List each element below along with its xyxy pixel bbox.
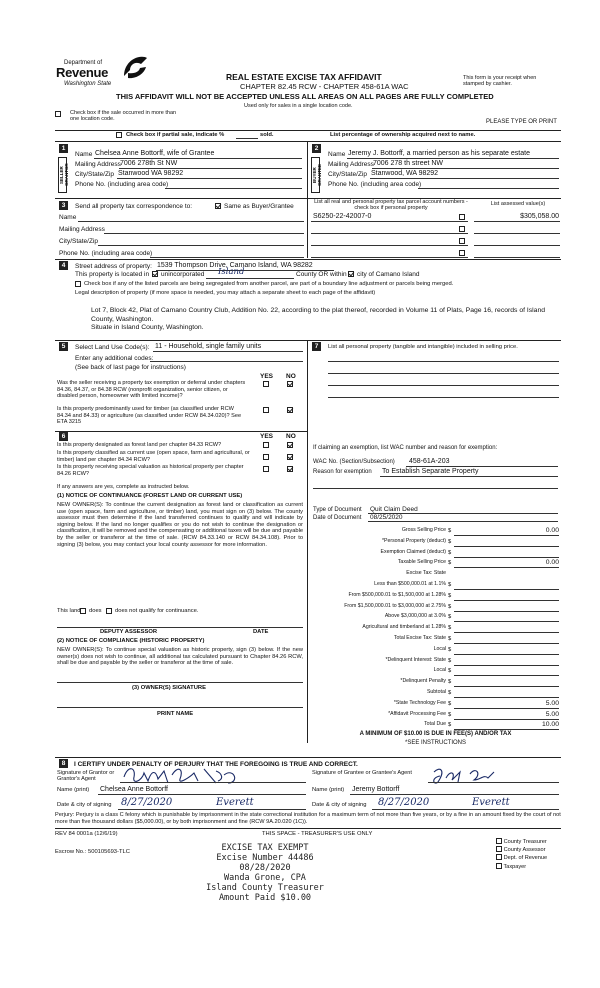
calc-line — [454, 567, 559, 568]
owner-signature-label: (3) OWNER(S) SIGNATURE — [132, 685, 206, 691]
exemption-reason[interactable]: To Establish Separate Property — [382, 468, 479, 475]
land-use-code[interactable]: 11 - Household, single family units — [155, 343, 262, 350]
calc-label: Agricultural and timberland at 1.28% — [362, 624, 446, 630]
county-name[interactable]: Island — [218, 267, 245, 277]
revenue-label: Revenue — [56, 65, 109, 80]
calc-label: Local — [433, 667, 446, 673]
calc-currency: $ — [448, 722, 452, 728]
calc-line — [454, 589, 559, 590]
buyer-mail[interactable]: 7006 278 th street NW — [373, 160, 444, 167]
parcel-4-checkbox[interactable] — [459, 250, 465, 256]
s6-q1-no[interactable] — [287, 442, 293, 448]
calc-currency: $ — [448, 560, 452, 566]
grantor-name-label: Name (print) — [57, 787, 90, 793]
corr-phone-label: Phone No. (including area code) — [59, 250, 153, 257]
calc-line — [454, 665, 559, 666]
parcel-3-checkbox[interactable] — [459, 238, 465, 244]
doc-date-label: Date of Document — [313, 515, 362, 521]
section-2-badge: 2 — [312, 144, 321, 153]
calc-currency: $ — [448, 712, 452, 718]
calc-line — [454, 654, 559, 655]
section-5-badge: 5 — [59, 342, 68, 351]
location-label: This property is located in — [75, 271, 150, 278]
calc-label: Total Due — [424, 721, 446, 727]
stamp-line-1: EXCISE TAX EXEMPT — [221, 843, 309, 853]
stamp-line-3: 08/28/2020 — [239, 863, 291, 873]
calc-currency: $ — [448, 528, 452, 534]
parcel-2-checkbox[interactable] — [459, 226, 465, 232]
calc-line — [454, 557, 559, 558]
calc-currency: $ — [448, 614, 452, 620]
calc-line — [454, 686, 559, 687]
form-title: REAL ESTATE EXCISE TAX AFFIDAVIT — [226, 72, 382, 82]
calc-currency: $ — [448, 647, 452, 653]
calc-currency: $ — [448, 582, 452, 588]
calc-label: *Affidavit Processing Fee — [388, 711, 446, 717]
calc-value[interactable]: 5.00 — [545, 711, 559, 718]
reason-label: Reason for exemption — [313, 469, 372, 475]
treasurer-use-label: THIS SPACE - TREASURER'S USE ONLY — [262, 831, 373, 837]
calc-label: *Personal Property (deduct) — [381, 538, 446, 544]
calc-line — [454, 708, 559, 709]
grantor-city[interactable]: Everett — [216, 797, 254, 808]
calc-currency: $ — [448, 625, 452, 631]
s6-question-2: Is this property classified as current use (open space, farm and agricultural, or timber) land per chapter 84.34 RCW? — [57, 450, 250, 463]
s6-question-3: Is this property receiving special valuation as historical property per chapter 84.26 RCW? — [57, 464, 244, 477]
buyer-city[interactable]: Stanwood, WA 98292 — [371, 170, 439, 177]
calc-line — [454, 697, 559, 698]
calc-line — [454, 611, 559, 612]
doc-date[interactable]: 08/25/2020 — [370, 514, 403, 521]
completion-warning: THIS AFFIDAVIT WILL NOT BE ACCEPTED UNLESS ALL AREAS ON ALL PAGES ARE FULLY COMPLETED — [116, 92, 494, 101]
minimum-due-note: A MINIMUM OF $10.00 IS DUE IN FEE(S) AND/OR TAX — [359, 731, 512, 737]
calc-label: *Delinquent Interest: State — [385, 657, 446, 663]
grantee-city[interactable]: Everett — [472, 797, 510, 808]
unincorporated-checkbox[interactable] — [152, 271, 158, 278]
assessed-header: List assessed value(s) — [490, 201, 546, 207]
s6-q2-no[interactable] — [287, 454, 293, 460]
does-qualify-checkbox[interactable] — [80, 608, 86, 614]
wac-label: WAC No. (Section/Subsection) — [313, 459, 395, 465]
calc-currency: $ — [448, 593, 452, 599]
calc-label: Above $3,000,000 at 3.0% — [384, 613, 446, 619]
grantor-date[interactable]: 8/27/2020 — [121, 797, 173, 808]
unincorporated-label: unincorporated — [161, 271, 205, 278]
section-1-badge: 1 — [59, 144, 68, 153]
calc-label: Taxable Selling Price — [397, 559, 446, 565]
s6-no-header: NO — [286, 433, 296, 440]
see-instructions: *SEE INSTRUCTIONS — [404, 740, 466, 746]
escrow-number[interactable]: 500105693-TLC — [88, 849, 130, 855]
copy-distribution — [496, 838, 547, 871]
calc-value[interactable]: 0.00 — [545, 559, 559, 566]
ownership-note: List percentage of ownership acquired next to name. — [330, 132, 476, 138]
calc-currency: $ — [448, 550, 452, 556]
partial-sold-label: sold. — [260, 132, 274, 138]
single-location-note: Used only for sales in a single location code. — [244, 103, 353, 109]
stamp-line-6: Amount Paid $10.00 — [218, 893, 312, 903]
county-or-label: County OR within — [296, 271, 347, 278]
street-label: Street address of property: — [75, 263, 152, 270]
calc-label: *Delinquent Penalty — [400, 678, 446, 684]
if-any-yes-note: If any answers are yes, complete as instructed below. — [57, 484, 190, 490]
multi-location-checkbox[interactable] — [55, 111, 61, 118]
section-7-badge: 7 — [312, 342, 321, 351]
grantor-signature[interactable] — [120, 763, 270, 787]
notice-compliance-heading: (2) NOTICE OF COMPLIANCE (HISTORIC PROPERTY) — [57, 638, 205, 644]
city-label: city of Camano Island — [357, 271, 420, 278]
doc-type[interactable]: Quit Claim Deed — [370, 506, 418, 513]
calc-line — [454, 675, 559, 676]
qualify-label: This land — [57, 608, 81, 614]
calc-label: From $500,000.01 to $1,500,000 at 1.28% — [348, 592, 446, 598]
dor-logo-icon — [120, 52, 150, 80]
certification-text: I CERTIFY UNDER PENALTY OF PERJURY THAT THE FOREGOING IS TRUE AND CORRECT. — [74, 761, 358, 768]
seller-side-label: SELLER GRANTOR — [58, 157, 67, 193]
seller-name-label: Name — [75, 151, 93, 158]
calc-currency: $ — [448, 658, 452, 664]
calc-label: Excise Tax: State — [406, 570, 446, 576]
see-instructions-note: (See back of last page for instructions) — [75, 364, 186, 371]
receipt-note: This form is your receipt when stamped by cashier. — [463, 75, 537, 88]
assessed-value[interactable]: $305,058.00 — [520, 213, 559, 220]
parcel-personal-checkbox[interactable] — [459, 214, 465, 220]
buyer-name-label: Name — [328, 151, 346, 158]
s6-q1-yes[interactable] — [263, 442, 269, 448]
notice-continuance-heading: (1) NOTICE OF CONTINUANCE (FOREST LAND OR CURRENT USE) — [57, 493, 243, 499]
s6-q2-yes[interactable] — [263, 454, 269, 460]
calc-value[interactable]: 5.00 — [545, 700, 559, 707]
copy-taxpayer: Taxpayer — [503, 863, 527, 870]
parcel-header: List all real and personal property tax parcel account numbers - check box if personal property — [314, 199, 468, 212]
buyer-phone-label: Phone No. (including area code) — [328, 181, 422, 188]
calc-line — [454, 535, 559, 536]
s5-q1-no[interactable] — [287, 381, 293, 387]
s6-yes-header: YES — [260, 433, 274, 440]
calc-label: Subtotal — [426, 689, 446, 695]
segregation-label: Check box if any of the listed parcels are being segregated from another parcel, are part of a boundary line adjustment or parcels being merged. — [84, 281, 454, 287]
partial-sale-label: Check box if partial sale, indicate % — [126, 132, 225, 138]
section-4-badge: 4 — [59, 261, 68, 270]
s6-question-1: Is this property designated as forest land per chapter 84.33 RCW? — [57, 442, 222, 448]
corr-name-label: Name — [59, 214, 77, 221]
calc-label: Local — [433, 646, 446, 652]
calc-label: *State Technology Fee — [393, 700, 446, 706]
perjury-notice: Perjury: Perjury is a class C felony which is punishable by imprisonment in the state correctional institution for a maximum term of not more than five years, or by a fine in an amount fixed by the court of not more than five thousand dollars ($5,000.00), or by both imprisonment and fine (RCW 9A.20.020 (1C)). — [55, 812, 561, 825]
s5-question-1: Was the seller receiving a property tax exemption or deferral under chapters 84.36, 84.37, or 84.38 RCW (nonprofit organization, senior citizen, or disabled person, homeowner with limited income)? — [57, 380, 246, 400]
copy-assessor: County Assessor — [503, 847, 546, 854]
calc-currency: $ — [448, 679, 452, 685]
parcel-number[interactable]: S6250-22-42007-0 — [313, 213, 372, 220]
s5-q2-yes[interactable] — [263, 407, 269, 413]
print-name-label: PRINT NAME — [157, 711, 194, 717]
s5-no-header: NO — [286, 373, 296, 380]
grantee-date-label: Date & city of signing — [312, 802, 367, 808]
correspondence-label: Send all property tax correspondence to: — [75, 203, 193, 210]
corr-city-label: City/State/Zip — [59, 238, 99, 245]
same-as-buyer-label: Same as Buyer/Grantee — [224, 203, 294, 210]
corr-mail-label: Mailing Address — [59, 226, 105, 233]
buyer-city-label: City/State/Zip — [328, 171, 368, 178]
escrow-label: Escrow No.: — [55, 849, 87, 855]
s6-q3-yes[interactable] — [263, 466, 269, 472]
doc-type-label: Type of Document — [313, 507, 362, 513]
calc-currency: $ — [448, 701, 452, 707]
calc-line — [454, 546, 559, 547]
personal-property-label: List all personal property (tangible and intangible) included in selling price. — [328, 344, 518, 350]
does-not-qualify-checkbox[interactable] — [106, 608, 112, 614]
legal-label: Legal description of property (if more space is needed, you may attach a separate sheet to each page of the affidavit) — [75, 290, 376, 296]
s5-q2-no[interactable] — [287, 407, 293, 413]
stamp-line-4: Wanda Grone, CPA — [224, 873, 306, 883]
s6-q3-no[interactable] — [287, 466, 293, 472]
grantor-date-label: Date & city of signing — [57, 802, 112, 808]
city-checkbox[interactable] — [348, 271, 354, 278]
stamp-line-2: Excise Number 44486 — [216, 853, 314, 863]
land-use-label: Select Land Use Code(s): — [75, 344, 150, 351]
calc-currency: $ — [448, 690, 452, 696]
seller-city-label: City/State/Zip — [75, 171, 115, 178]
calc-label: From $1,500,000.01 to $3,000,000 at 2.75% — [344, 603, 446, 609]
seller-name[interactable]: Chelsea Anne Bottorff, wife of Grantee — [95, 150, 215, 157]
buyer-side-label: BUYER GRANTEE — [311, 157, 320, 193]
notice-compliance-text: NEW OWNER(S): To continue special valuation as historic property, sign (3) below. If the new owner(s) does not wish to continue, all additional tax calculated pursuant to Chapter 84.26 RCW, shall be due and payable by the seller or transferor at the time of sale. — [57, 647, 303, 667]
seller-phone-label: Phone No. (including area code) — [75, 181, 169, 188]
calc-value[interactable]: 0.00 — [545, 527, 559, 534]
calc-currency: $ — [448, 539, 452, 545]
partial-sale-checkbox[interactable] — [116, 132, 122, 139]
grantee-name[interactable]: Jeremy Bottorff — [352, 786, 400, 793]
calc-line — [454, 621, 559, 622]
grantee-date[interactable]: 8/27/2020 — [378, 797, 430, 808]
street-address[interactable]: 1539 Thompson Drive, Camano Island, WA 98282 — [157, 262, 313, 269]
calc-line — [454, 600, 559, 601]
grantee-signature-label: Signature of Grantee or Grantee's Agent — [312, 770, 412, 776]
buyer-mail-label: Mailing Address — [328, 161, 374, 168]
calc-value[interactable]: 10.00 — [541, 721, 559, 728]
s5-yes-header: YES — [260, 373, 274, 380]
segregation-checkbox[interactable] — [75, 281, 81, 288]
calc-line — [454, 632, 559, 633]
calc-label: Less than $500,000.01 at 1.1% — [374, 581, 446, 587]
dept-label: Department of — [64, 60, 103, 66]
grantor-name[interactable]: Chelsea Anne Bottorff — [100, 786, 168, 793]
calc-currency: $ — [448, 604, 452, 610]
calc-line — [454, 643, 559, 644]
section-3-badge: 3 — [59, 201, 68, 210]
s5-question-2: Is this property predominantly used for timber (as classified under RCW 84.34 and 84.33) or agriculture (as classified under RCW 84.34.020)? See ETA 3215 — [57, 406, 242, 426]
calc-line — [454, 729, 559, 730]
calc-currency: $ — [448, 636, 452, 642]
stamp-line-5: Island County Treasurer — [206, 883, 324, 893]
deputy-assessor-label: DEPUTY ASSESSOR — [100, 629, 158, 635]
deputy-date-label: DATE — [253, 629, 269, 635]
s5-q1-yes[interactable] — [263, 381, 269, 387]
form-subtitle: CHAPTER 82.45 RCW - CHAPTER 458-61A WAC — [240, 82, 409, 91]
type-or-print: PLEASE TYPE OR PRINT — [486, 119, 557, 125]
section-8-badge: 8 — [59, 759, 68, 768]
state-label: Washington State — [64, 81, 112, 87]
calc-currency: $ — [448, 668, 452, 674]
calc-label: Gross Selling Price — [401, 527, 446, 533]
same-as-buyer-checkbox[interactable] — [215, 203, 221, 210]
copy-treasurer: County Treasurer — [503, 839, 547, 845]
additional-codes-label: Enter any additional codes: — [75, 355, 154, 362]
notice-continuance-text: NEW OWNER(S): To continue the current designation as forest land or classification as current use (open space, farm and agriculture, or timber) land, you must sign on (3) below. The county assessor must then determine if the land transferred continues to qualify and will indicate by signing below. If the land no longer qualifies or you do not wish to continue the designation or classification, it will be removed and the compensating or additional taxes will be due and payable by the seller or transferor at the time of sale. (RCW 84.33.140 or RCW 84.34.108). Prior to signing (3) below, you may contact your local county assessor for more information. — [57, 502, 303, 548]
exemption-question: If claiming an exemption, list WAC number and reason for exemption: — [313, 445, 498, 451]
legal-description[interactable]: Lot 7, Block 42, Plat of Camano Country Club, Addition No. 22, according to the plat thereof, recorded in Volume 11 of Plats, Page 16, records of Island County, Washington. — [91, 307, 546, 323]
seller-mail-label: Mailing Address — [75, 161, 121, 168]
copy-revenue: Dept. of Revenue — [503, 855, 548, 862]
grantee-name-label: Name (print) — [312, 787, 345, 793]
calc-label: Total Excise Tax: State — [393, 635, 446, 641]
seller-mail[interactable]: 7006 278th St NW — [120, 160, 178, 167]
section-6-badge: 6 — [59, 432, 68, 441]
buyer-name[interactable]: Jeremy J. Bottorff, a married person as his separate estate — [348, 150, 530, 157]
legal-description-2: Situate in Island County, Washington. — [91, 324, 204, 331]
does-not-qualify-label: does not qualify for continuance. — [115, 608, 199, 614]
treasurer-stamp — [175, 843, 355, 903]
wac-number[interactable]: 458-61A-203 — [409, 458, 450, 465]
grantor-signature-label: Signature of Grantor or Grantor's Agent — [57, 770, 115, 783]
seller-city[interactable]: Stanwood WA 98292 — [118, 170, 184, 177]
multi-location-label: Check box if the sale occurred in more than one location code. — [70, 110, 177, 123]
calc-line — [454, 719, 559, 720]
form-revision: REV 84 0001a (12/6/19) — [55, 831, 118, 837]
calc-label: Exemption Claimed (deduct) — [380, 549, 446, 555]
does-label: does — [89, 608, 102, 614]
